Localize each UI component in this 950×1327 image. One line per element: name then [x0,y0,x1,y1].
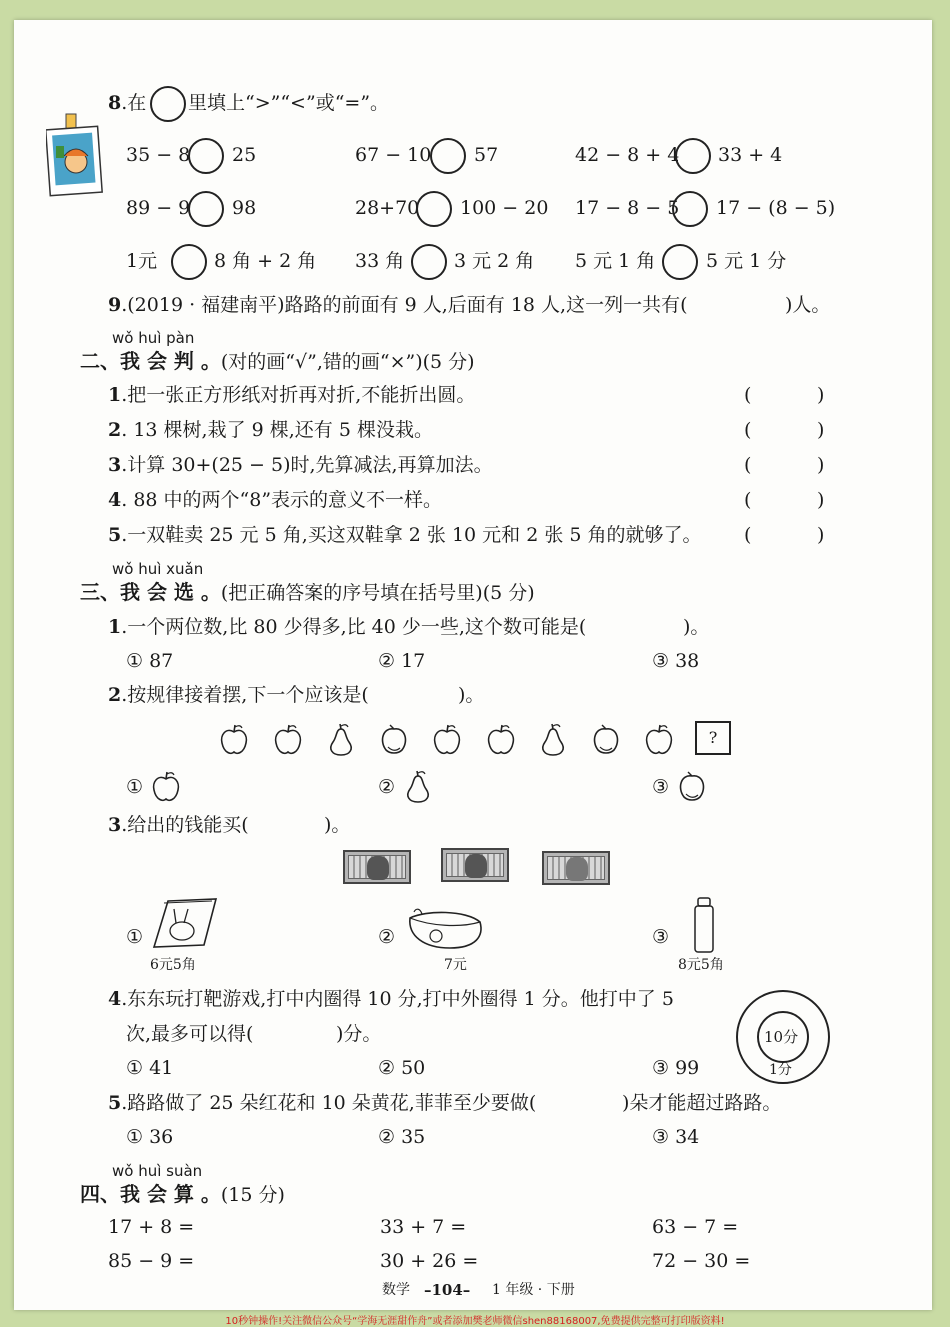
banknote-icon [542,851,610,885]
judge-text: . 13 棵树,栽了 9 棵,还有 5 棵没栽。 [121,419,433,441]
option-2[interactable]: ② 35 [378,1126,426,1148]
q8-right: 5 元 1 分 [706,250,787,272]
sticker-icon [46,112,104,198]
judge-number: 3 [108,454,122,476]
apple-icon [272,723,304,757]
answer-circle[interactable] [171,244,207,280]
answer-paren-close: ) [817,489,825,511]
choice-text-line2: 次,最多可以得( [126,1023,254,1045]
pear-icon [325,723,357,757]
q8-left: 67 − 10 [355,144,432,166]
q9-text: .(2019 · 福建南平)路路的前面有 9 人,后面有 18 人,这一列一共有( [121,294,688,316]
section3-title: 三、我 会 选 。 [80,580,221,604]
answer-circle[interactable] [675,138,711,174]
choice-tail: )。 [683,616,710,638]
section4-note: (15 分) [220,1184,285,1206]
pear-icon [402,770,434,804]
choice-text: .按规律接着摆,下一个应该是( [121,684,369,706]
q8-title-post: 里填上“>”“<”或“=”。 [188,92,390,114]
answer-paren-close: ) [817,419,825,441]
apple-icon [431,723,463,757]
choice-text: .东东玩打靶游戏,打中内圈得 10 分,打中外圈得 1 分。他打中了 5 [121,988,674,1010]
q8-left: 42 − 8 + 4 [575,144,680,166]
peach-icon [378,723,410,757]
notebook-icon [150,897,220,951]
q8-right: 98 [232,197,257,219]
answer-paren-open[interactable]: ( [744,524,752,546]
footer-subject: 数学 [382,1282,410,1298]
q8-right: 57 [474,144,499,166]
peach-icon [676,770,708,804]
answer-circle[interactable] [411,244,447,280]
judge-text: . 88 中的两个“8”表示的意义不一样。 [121,489,443,511]
q8-left: 89 − 9 [126,197,191,219]
judge-text: .计算 30+(25 − 5)时,先算减法,再算加法。 [121,454,493,476]
judge-number: 2 [108,419,122,441]
option-2[interactable]: ② [378,776,396,798]
option-1[interactable]: ① [126,776,144,798]
calc-item: 33 + 7 = [380,1216,467,1238]
calc-item: 63 − 7 = [652,1216,739,1238]
q8-left: 28+70 [355,197,420,219]
q8-right: 3 元 2 角 [454,250,535,272]
option-3[interactable]: ③ 99 [652,1057,700,1079]
water-bottle-icon [692,896,716,954]
section2-pinyin: wǒ huì pàn [112,329,195,347]
choice-number: 2 [108,684,122,706]
section3-note: (把正确答案的序号填在括号里)(5 分) [220,582,535,604]
q8-right: 17 − (8 − 5) [716,197,836,219]
pear-icon [537,723,569,757]
target-inner-label: 10分 [764,1028,799,1046]
option-3[interactable]: ③ [652,926,670,948]
answer-circle[interactable] [416,191,452,227]
q8-left: 35 − 8 [126,144,191,166]
footer-grade: 1 年级 · 下册 [492,1282,575,1298]
choice-number: 5 [108,1092,122,1114]
price-label: 8元5角 [678,957,724,973]
apple-icon [218,723,250,757]
option-2[interactable]: ② 17 [378,650,426,672]
answer-circle[interactable] [662,244,698,280]
calc-item: 30 + 26 = [380,1250,479,1272]
section4-title: 四、我 会 算 。 [80,1182,221,1206]
option-3[interactable]: ③ [652,776,670,798]
choice-tail: )朵才能超过路路。 [622,1092,782,1114]
choice-text: .一个两位数,比 80 少得多,比 40 少一些,这个数可能是( [121,616,587,638]
option-2[interactable]: ② 50 [378,1057,426,1079]
apple-icon [485,723,517,757]
answer-circle[interactable] [188,191,224,227]
option-1[interactable]: ① [126,926,144,948]
q8-right: 100 − 20 [460,197,549,219]
q8-right: 25 [232,144,257,166]
peach-icon [590,723,622,757]
judge-text: .把一张正方形纸对折再对折,不能折出圆。 [121,384,476,406]
option-3[interactable]: ③ 38 [652,650,700,672]
choice-tail: )。 [324,814,351,836]
answer-circle[interactable] [672,191,708,227]
q8-left: 33 角 [355,250,405,272]
option-1[interactable]: ① 41 [126,1057,174,1079]
judge-number: 1 [108,384,122,406]
answer-paren-open[interactable]: ( [744,384,752,406]
option-1[interactable]: ① 36 [126,1126,174,1148]
answer-paren-close: ) [817,524,825,546]
banknote-icon [441,848,509,882]
apple-icon [150,770,182,804]
q8-title-pre: .在 [121,92,147,114]
q8-right: 8 角 + 2 角 [214,250,317,272]
judge-text: .一双鞋卖 25 元 5 角,买这双鞋拿 2 张 10 元和 2 张 5 角的就够了。 [121,524,702,546]
choice-text: .给出的钱能买( [121,814,249,836]
option-2[interactable]: ② [378,926,396,948]
section2-note: (对的画“√”,错的画“×”)(5 分) [220,351,475,373]
calc-item: 17 + 8 = [108,1216,195,1238]
page-number: –104– [424,1281,471,1299]
answer-paren-open[interactable]: ( [744,489,752,511]
section4-pinyin: wǒ huì suàn [112,1162,203,1180]
judge-number: 4 [108,489,122,511]
section3-pinyin: wǒ huì xuǎn [112,560,204,578]
choice-number: 3 [108,814,122,836]
choice-number: 1 [108,616,122,638]
answer-circle[interactable] [150,86,186,122]
choice-number: 4 [108,988,122,1010]
unknown-box: ? [695,721,731,755]
choice-text: .路路做了 25 朵红花和 10 朵黄花,菲菲至少要做( [121,1092,537,1114]
answer-paren-open[interactable]: ( [744,419,752,441]
choice-tail: )。 [458,684,485,706]
price-label: 6元5角 [150,957,196,973]
q9-number: 9 [108,294,122,316]
pencil-case-icon [406,906,486,952]
q8-left: 1元 [126,250,158,272]
target-outer-label: 1分 [769,1062,792,1078]
price-label: 7元 [444,957,467,973]
answer-paren-close: ) [817,384,825,406]
banknote-icon [343,850,411,884]
promo-banner: 10秒钟操作!关注微信公众号“学海无涯甜作舟”或者添加樊老师微信shen88168007,免费提供完整可打印版资料! [225,1316,725,1327]
choice-tail: )分。 [336,1023,382,1045]
judge-number: 5 [108,524,122,546]
option-1[interactable]: ① 87 [126,650,174,672]
q9-tail: )人。 [785,294,831,316]
calc-item: 85 − 9 = [108,1250,195,1272]
q8-left: 5 元 1 角 [575,250,656,272]
answer-paren-open[interactable]: ( [744,454,752,476]
calc-item: 72 − 30 = [652,1250,751,1272]
section2-title: 二、我 会 判 。 [80,349,221,373]
q8-right: 33 + 4 [718,144,783,166]
answer-circle[interactable] [430,138,466,174]
q8-number: 8 [108,92,122,114]
answer-paren-close: ) [817,454,825,476]
q8-left: 17 − 8 − 5 [575,197,680,219]
answer-circle[interactable] [188,138,224,174]
apple-icon [643,723,675,757]
option-3[interactable]: ③ 34 [652,1126,700,1148]
